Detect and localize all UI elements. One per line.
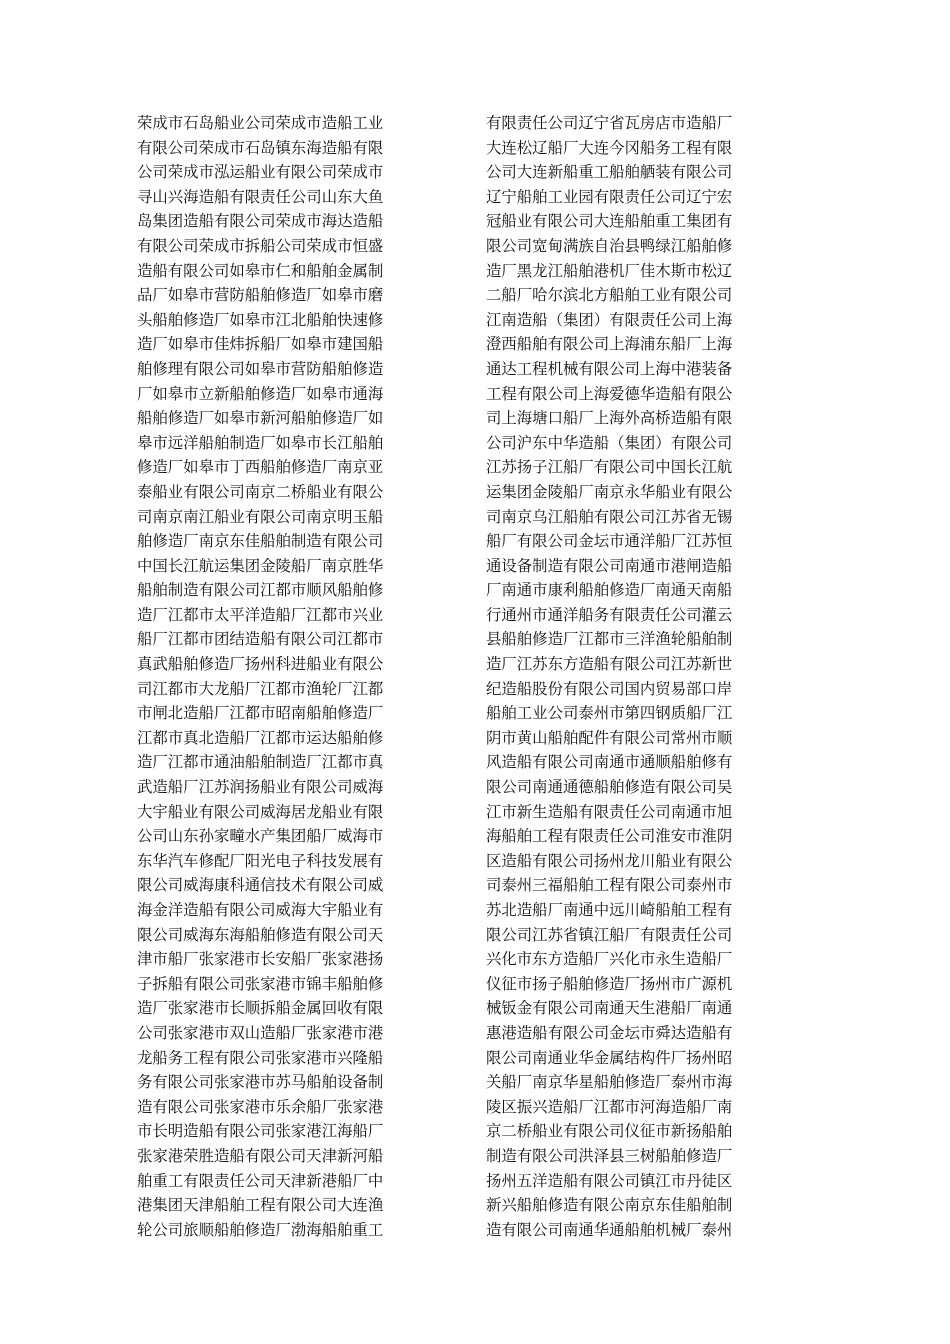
text-line: 轮公司旅顺船舶修造厂渤海船舶重工 [137, 1220, 384, 1239]
text-line: 阴市黄山船舶配件有限公司常州市顺 [486, 728, 733, 747]
text-line: 澄西船舶有限公司上海浦东船厂上海 [486, 335, 733, 354]
text-line: 行通州市通洋船务有限责任公司灌云 [486, 605, 733, 624]
text-line: 二船厂哈尔滨北方船舶工业有限公司 [486, 286, 733, 305]
text-line: 惠港造船有限公司金坛市舜达造船有 [486, 1023, 733, 1042]
text-line: 公司大连新船重工船舶舾装有限公司 [486, 163, 733, 182]
text-line: 公司张家港市双山造船厂张家港市港 [137, 1023, 384, 1042]
text-line: 造厂江苏东方造船有限公司江苏新世 [486, 655, 733, 674]
text-line: 工程有限公司上海爱德华造船有限公 [486, 384, 733, 403]
text-line: 造有限公司南通华通船舶机械厂泰州 [486, 1220, 733, 1239]
text-line: 岛集团造船有限公司荣成市海达造船 [137, 212, 384, 231]
left-text-column [137, 111, 417, 1242]
text-line: 关船厂南京华星船舶修造厂泰州市海 [486, 1073, 733, 1092]
text-line: 东华汽车修配厂阳光电子科技发展有 [137, 851, 384, 870]
text-line: 皋市远洋船舶制造厂如皋市长江船舶 [137, 433, 384, 452]
text-line: 限公司南通业华金属结构件厂扬州昭 [486, 1048, 733, 1067]
text-line: 江苏扬子江船厂有限公司中国长江航 [486, 458, 733, 477]
text-line: 江都市真北造船厂江都市运达船舶修 [137, 728, 384, 747]
text-line: 真武船舶修造厂扬州科进船业有限公 [137, 655, 384, 674]
text-line: 有限公司荣成市拆船公司荣成市恒盛 [137, 236, 384, 255]
text-line: 公司沪东中华造船（集团）有限公司 [486, 433, 733, 452]
text-line: 司江都市大龙船厂江都市渔轮厂江都 [137, 679, 384, 698]
text-line: 有限责任公司辽宁省瓦房店市造船厂 [486, 114, 733, 132]
text-line: 冠船业有限公司大连船舶重工集团有 [486, 212, 733, 231]
text-line: 风造船有限公司南通市通顺船舶修有 [486, 753, 733, 772]
text-line: 造厂如皋市佳炜拆船厂如皋市建国船 [137, 335, 384, 354]
text-line: 江南造船（集团）有限责任公司上海 [486, 310, 733, 329]
text-line: 公司山东孙家疃水产集团船厂威海市 [137, 827, 384, 846]
text-line: 造厂江都市太平洋造船厂江都市兴业 [137, 605, 384, 624]
right-text-column [486, 111, 766, 1242]
text-line: 修造厂如皋市丁西船舶修造厂南京亚 [137, 458, 384, 477]
text-line: 子拆船有限公司张家港市锦丰船舶修 [137, 974, 384, 993]
text-line: 造有限公司张家港市乐余船厂张家港 [137, 1097, 384, 1116]
text-line: 市长明造船有限公司张家港江海船厂 [137, 1122, 384, 1141]
text-line: 厂南通市康利船舶修造厂南通天南船 [486, 581, 733, 600]
text-line: 大宇船业有限公司威海居龙船业有限 [137, 802, 384, 821]
text-line: 辽宁船舶工业园有限责任公司辽宁宏 [486, 187, 733, 206]
text-line: 司泰州三福船舶工程有限公司泰州市 [486, 876, 733, 895]
text-line: 限公司南通通德船舶修造有限公司吴 [486, 778, 733, 797]
text-line: 造船有限公司如皋市仁和船舶金属制 [137, 261, 384, 280]
text-line: 新兴船舶修造有限公南京东佳船舶制 [486, 1196, 733, 1215]
text-line: 武造船厂江苏润扬船业有限公司威海 [137, 778, 384, 797]
text-line: 通达工程机械有限公司上海中港装备 [486, 359, 733, 378]
text-line: 寻山兴海造船有限责任公司山东大鱼 [137, 187, 384, 206]
text-line: 纪造船股份有限公司国内贸易部口岸 [486, 679, 733, 698]
text-line: 中国长江航运集团金陵船厂南京胜华 [137, 556, 384, 575]
text-line: 司上海塘口船厂上海外高桥造船有限 [486, 409, 733, 428]
text-line: 张家港荣胜造船有限公司天津新河船 [137, 1146, 384, 1165]
text-line: 兴化市东方造船厂兴化市永生造船厂 [486, 950, 733, 969]
text-line: 运集团金陵船厂南京永华船业有限公 [486, 482, 733, 501]
text-line: 械钣金有限公司南通天生港船厂南通 [486, 999, 733, 1018]
text-line: 品厂如皋市营防船舶修造厂如皋市磨 [137, 286, 384, 305]
text-line: 造厂黑龙江船舶港机厂佳木斯市松辽 [486, 261, 733, 280]
text-line: 限公司威海康科通信技术有限公司威 [137, 876, 384, 895]
text-line: 泰船业有限公司南京二桥船业有限公 [137, 482, 384, 501]
text-line: 制造有限公司洪泽县三树船舶修造厂 [486, 1146, 733, 1165]
text-line: 港集团天津船舶工程有限公司大连渔 [137, 1196, 384, 1215]
text-line: 龙船务工程有限公司张家港市兴隆船 [137, 1048, 384, 1067]
text-line: 区造船有限公司扬州龙川船业有限公 [486, 851, 733, 870]
text-line: 海船舶工程有限责任公司淮安市淮阴 [486, 827, 733, 846]
text-line: 造厂江都市通油船舶制造厂江都市真 [137, 753, 384, 772]
text-line: 通设备制造有限公司南通市港闸造船 [486, 556, 733, 575]
text-line: 海金洋造船有限公司威海大宇船业有 [137, 901, 384, 919]
text-line: 船舶工业公司泰州市第四钢质船厂江 [486, 704, 733, 723]
text-line: 舶重工有限责任公司天津新港船厂中 [137, 1171, 384, 1190]
text-line: 头船舶修造厂如皋市江北船舶快速修 [137, 310, 384, 329]
text-line: 司南京南江船业有限公司南京明玉船 [137, 507, 384, 526]
text-line: 造厂张家港市长顺拆船金属回收有限 [137, 999, 384, 1018]
text-line: 有限公司荣成市石岛镇东海造船有限 [137, 138, 384, 157]
text-line: 市闸北造船厂江都市昭南船舶修造厂 [137, 704, 384, 723]
text-line: 船厂有限公司金坛市通洋船厂江苏恒 [486, 532, 733, 551]
text-line: 船厂江都市团结造船有限公司江都市 [137, 630, 384, 649]
text-line: 船舶修造厂如皋市新河船舶修造厂如 [137, 409, 384, 428]
text-line: 司南京乌江船舶有限公司江苏省无锡 [486, 507, 733, 526]
text-line: 限公司江苏省镇江船厂有限责任公司 [486, 925, 733, 944]
text-line: 荣成市石岛船业公司荣成市造船工业 [137, 114, 384, 132]
text-line: 厂如皋市立新船舶修造厂如皋市通海 [137, 384, 384, 403]
text-line: 限公司威海东海船舶修造有限公司天 [137, 925, 384, 944]
text-line: 大连松辽船厂大连今冈船务工程有限 [486, 138, 733, 157]
text-line: 县船舶修造厂江都市三洋渔轮船舶制 [486, 630, 733, 649]
text-line: 扬州五洋造船有限公司镇江市丹徒区 [486, 1171, 733, 1190]
text-line: 京二桥船业有限公司仪征市新扬船舶 [486, 1122, 733, 1141]
text-line: 陵区振兴造船厂江都市河海造船厂南 [486, 1097, 733, 1116]
text-line: 船舶制造有限公司江都市顺风船舶修 [137, 581, 384, 600]
text-line: 舶修理有限公司如皋市营防船舶修造 [137, 359, 384, 378]
text-line: 江市新生造船有限责任公司南通市旭 [486, 802, 733, 821]
text-line: 限公司宽甸满族自治县鸭绿江船舶修 [486, 236, 733, 255]
text-line: 仪征市扬子船舶修造厂扬州市广源机 [486, 974, 733, 993]
text-line: 舶修造厂南京东佳船舶制造有限公司 [137, 532, 384, 551]
text-line: 务有限公司张家港市苏马船舶设备制 [137, 1073, 384, 1092]
text-line: 公司荣成市泓运船业有限公司荣成市 [137, 163, 384, 182]
text-line: 津市船厂张家港市长安船厂张家港扬 [137, 950, 384, 969]
text-line: 苏北造船厂南通中远川崎船舶工程有 [486, 901, 733, 919]
